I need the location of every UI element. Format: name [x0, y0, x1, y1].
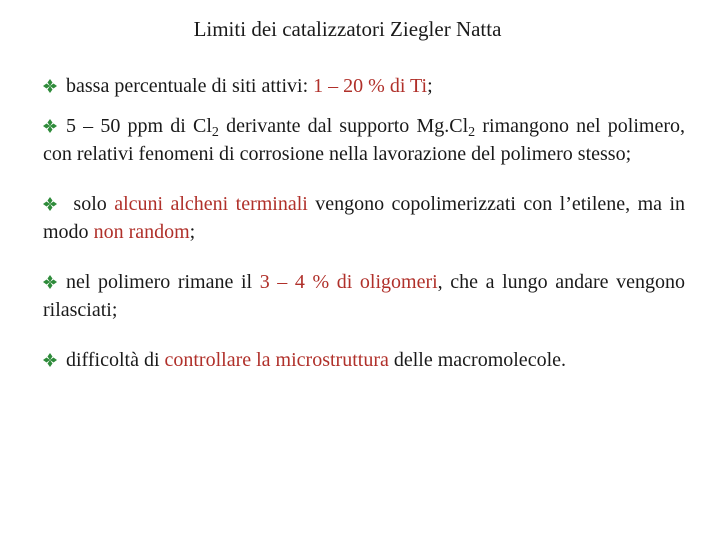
- highlight-text: controllare la microstruttura: [164, 349, 389, 371]
- list-item: [43, 112, 685, 168]
- list-item: [43, 268, 685, 324]
- four-diamond-icon: [43, 119, 57, 133]
- slide-title: Limiti dei catalizzatori Ziegler Natta: [193, 17, 502, 41]
- highlight-text: non random: [93, 221, 190, 243]
- bullet-list: [43, 72, 685, 396]
- item-text: solo: [66, 193, 115, 215]
- item-text: ;: [427, 75, 433, 97]
- highlight-text: 3 – 4 % di oligomeri: [259, 271, 438, 293]
- four-diamond-icon: [43, 79, 57, 93]
- item-text: rimangono nel polimero, con relativi fenomeni di corrosione nella lavorazione del polimero stesso;: [43, 115, 686, 165]
- four-diamond-icon: [43, 197, 57, 211]
- four-diamond-icon: [43, 275, 57, 289]
- item-text: difficoltà di: [66, 349, 165, 371]
- list-item: [43, 346, 685, 374]
- item-text: vengono copolimerizzati con l’etilene, ma in modo: [43, 193, 686, 243]
- item-text: nel polimero rimane il: [66, 271, 260, 293]
- highlight-text: alcuni alcheni terminali: [114, 193, 308, 215]
- item-text: , che a lungo andare vengono rilasciati;: [43, 271, 686, 321]
- subscript: 2: [468, 125, 476, 140]
- item-text: bassa percentuale di siti attivi:: [66, 75, 314, 97]
- list-item: [43, 72, 685, 100]
- four-diamond-icon: [43, 353, 57, 367]
- list-item: [43, 190, 685, 246]
- subscript: 2: [211, 125, 219, 140]
- item-text: delle macromolecole.: [388, 349, 566, 371]
- item-text: derivante dal supporto Mg.Cl: [218, 115, 469, 137]
- item-text: ;: [189, 221, 196, 243]
- highlight-text: 1 – 20 % di Ti: [313, 75, 428, 97]
- item-text: 5 – 50 ppm di Cl: [66, 115, 212, 137]
